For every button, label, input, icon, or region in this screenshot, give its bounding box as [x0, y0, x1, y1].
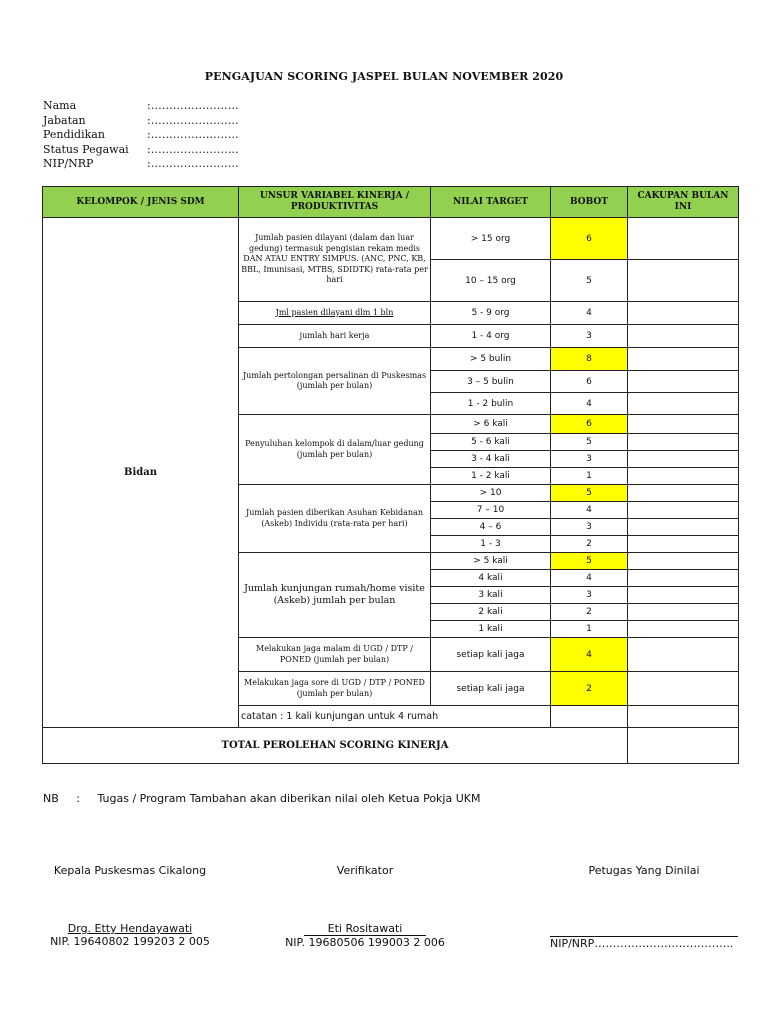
coverage-cell[interactable]	[628, 536, 739, 553]
weight-cell: 4	[551, 393, 628, 415]
nb-text: Tugas / Program Tambahan akan diberikan nilai oleh Ketua Pokja UKM	[97, 792, 481, 805]
identity-label: Status Pegawai	[43, 142, 129, 156]
signature-nip: NIP. 19680506 199003 2 006	[285, 936, 445, 949]
weight-cell: 2	[551, 604, 628, 621]
target-cell: 1 - 3	[431, 536, 551, 553]
coverage-cell[interactable]	[628, 604, 739, 621]
coverage-cell[interactable]	[628, 415, 739, 434]
target-cell: 10 – 15 org	[431, 260, 551, 302]
note-cell: catatan : 1 kali kunjungan untuk 4 rumah	[239, 706, 551, 728]
identity-label: Pendidikan	[43, 128, 105, 142]
criteria-cell: Penyuluhan kelompok di dalam/luar gedung (jumlah per bulan)	[239, 415, 431, 485]
weight-cell: 3	[551, 519, 628, 536]
coverage-cell[interactable]	[628, 218, 739, 260]
weight-cell: 2	[551, 672, 628, 706]
target-cell: > 10	[431, 485, 551, 502]
target-cell: 5 - 9 org	[431, 302, 551, 325]
coverage-cell[interactable]	[628, 553, 739, 570]
coverage-cell[interactable]	[628, 348, 739, 371]
target-cell: 5 - 6 kali	[431, 434, 551, 451]
identity-row-jabatan	[43, 114, 239, 129]
weight-cell: 5	[551, 260, 628, 302]
signature-nip: NIP/NRP………………………………..	[550, 937, 734, 950]
nb-note	[43, 792, 480, 805]
weight-cell: 1	[551, 621, 628, 638]
target-cell: > 15 org	[431, 218, 551, 260]
signature-role: Verifikator	[336, 864, 394, 877]
identity-value: :……………………	[147, 113, 239, 127]
weight-cell: 2	[551, 536, 628, 553]
weight-cell: 1	[551, 468, 628, 485]
weight-cell: 4	[551, 638, 628, 672]
criteria-cell: Jumlah kunjungan rumah/home visite (Askeb) jumlah per bulan	[239, 553, 431, 638]
target-cell: > 5 kali	[431, 553, 551, 570]
header-variable: UNSUR VARIABEL KINERJA / PRODUKTIVITAS	[239, 187, 431, 218]
identity-section	[43, 99, 239, 172]
signature-nip: NIP. 19640802 199203 2 005	[50, 935, 210, 948]
identity-value: :……………………	[147, 99, 239, 112]
weight-cell: 6	[551, 218, 628, 260]
coverage-cell[interactable]	[628, 485, 739, 502]
weight-cell: 6	[551, 415, 628, 434]
criteria-formula-denominator: jumlah hari kerja	[239, 325, 431, 348]
signature-assessed	[550, 864, 738, 950]
target-cell: > 6 kali	[431, 415, 551, 434]
total-value-cell[interactable]	[628, 728, 739, 764]
table-header-row	[43, 187, 739, 218]
total-row	[43, 728, 739, 764]
signature-head	[40, 864, 220, 948]
signature-role: Petugas Yang Dinilai	[588, 864, 700, 877]
coverage-cell[interactable]	[628, 434, 739, 451]
header-group: KELOMPOK / JENIS SDM	[43, 187, 239, 218]
coverage-cell[interactable]	[628, 672, 739, 706]
target-cell: > 5 bulin	[431, 348, 551, 371]
target-cell: setiap kali jaga	[431, 638, 551, 672]
criteria-cell: Jumlah pasien dilayani (dalam dan luar gedung) termasuk pengisian rekam medis DAN ATAU ENTRY SIMPUS. (ANC, PNC, KB, BBL, Imunisasi, MTBS, SDIDTK) rata-rata per hari	[239, 218, 431, 302]
weight-cell: 3	[551, 587, 628, 604]
target-cell: 1 - 4 org	[431, 325, 551, 348]
target-cell: 3 kali	[431, 587, 551, 604]
coverage-cell[interactable]	[628, 451, 739, 468]
identity-label: NIP/NRP	[43, 157, 94, 171]
table-row	[43, 218, 739, 260]
group-cell: Bidan	[43, 218, 239, 728]
target-cell: 3 - 4 kali	[431, 451, 551, 468]
coverage-cell[interactable]	[628, 325, 739, 348]
header-target: NILAI TARGET	[431, 187, 551, 218]
weight-cell: 4	[551, 570, 628, 587]
scoring-table	[42, 186, 739, 764]
identity-row-status	[43, 143, 239, 158]
identity-value: :……………………	[147, 157, 239, 171]
coverage-cell[interactable]	[628, 393, 739, 415]
target-cell: setiap kali jaga	[431, 672, 551, 706]
weight-cell: 5	[551, 434, 628, 451]
signature-name: Eti Rositawati	[304, 922, 427, 936]
nb-sep: :	[76, 792, 80, 805]
target-cell: 1 - 2 bulin	[431, 393, 551, 415]
page-title: PENGAJUAN SCORING JASPEL BULAN NOVEMBER 2020	[204, 70, 564, 83]
coverage-cell[interactable]	[628, 621, 739, 638]
weight-cell: 4	[551, 302, 628, 325]
note-weight-cell	[551, 706, 628, 728]
target-cell: 4 – 6	[431, 519, 551, 536]
target-cell: 4 kali	[431, 570, 551, 587]
coverage-cell[interactable]	[628, 570, 739, 587]
criteria-cell: Jumlah pasien diberikan Asuhan Kebidanan (Askeb) Individu (rata-rata per hari)	[239, 485, 431, 553]
coverage-cell[interactable]	[628, 260, 739, 302]
nb-prefix: NB	[43, 792, 59, 805]
criteria-cell: Melakukan jaga sore di UGD / DTP / PONED (jumlah per bulan)	[239, 672, 431, 706]
criteria-cell: Melakukan jaga malam di UGD / DTP / PONED (jumlah per bulan)	[239, 638, 431, 672]
coverage-cell[interactable]	[628, 519, 739, 536]
identity-row-nip	[43, 157, 239, 172]
identity-row-pendidikan	[43, 128, 239, 143]
target-cell: 2 kali	[431, 604, 551, 621]
header-coverage: CAKUPAN BULAN INI	[628, 187, 739, 218]
note-coverage-cell[interactable]	[628, 706, 739, 728]
signature-name: Drg. Etty Hendayawati	[67, 922, 193, 935]
weight-cell: 5	[551, 553, 628, 570]
header-weight: BOBOT	[551, 187, 628, 218]
identity-label: Jabatan	[43, 113, 86, 127]
coverage-cell[interactable]	[628, 638, 739, 672]
identity-label: Nama	[43, 99, 77, 112]
coverage-cell[interactable]	[628, 371, 739, 393]
signature-role: Kepala Puskesmas Cikalong	[53, 864, 207, 877]
identity-value: :……………………	[147, 128, 239, 142]
target-cell: 1 kali	[431, 621, 551, 638]
weight-cell: 8	[551, 348, 628, 371]
weight-cell: 3	[551, 325, 628, 348]
weight-cell: 4	[551, 502, 628, 519]
weight-cell: 5	[551, 485, 628, 502]
weight-cell: 3	[551, 451, 628, 468]
identity-row-nama	[43, 99, 239, 114]
total-label: TOTAL PEROLEHAN SCORING KINERJA	[43, 728, 628, 764]
target-cell: 1 - 2 kali	[431, 468, 551, 485]
coverage-cell[interactable]	[628, 587, 739, 604]
target-cell: 7 – 10	[431, 502, 551, 519]
weight-cell: 6	[551, 371, 628, 393]
criteria-formula-numerator: Jml pasien dilayani dlm 1 bln	[239, 302, 431, 325]
signature-verifier	[275, 864, 455, 949]
coverage-cell[interactable]	[628, 302, 739, 325]
signature-name-line	[550, 922, 738, 937]
coverage-cell[interactable]	[628, 468, 739, 485]
coverage-cell[interactable]	[628, 502, 739, 519]
target-cell: 3 – 5 bulin	[431, 371, 551, 393]
criteria-cell: Jumlah pertolongan persalinan di Puskesmas (jumlah per bulan)	[239, 348, 431, 415]
identity-value: :……………………	[147, 142, 239, 156]
